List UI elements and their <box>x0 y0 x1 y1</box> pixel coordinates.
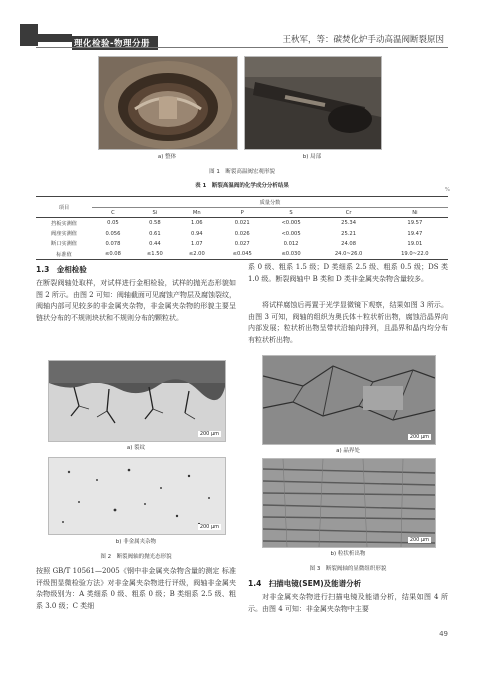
table1-cell: 24.08 <box>341 240 357 247</box>
figure2b-image <box>48 457 226 535</box>
page-number: 49 <box>439 630 448 638</box>
journal-logo-text: 理化检验-物理分册 <box>72 36 158 50</box>
table1-cell: 0.026 <box>234 230 250 237</box>
figure2a-scale: 200 μm <box>199 431 219 437</box>
table1-row-label: 断口实测值 <box>51 241 77 248</box>
table1-cell: 0.027 <box>234 240 250 247</box>
table1-cell: 25.21 <box>341 230 357 237</box>
table1-group-header: 质量分数 <box>92 197 448 208</box>
table1-col-header: C <box>92 208 134 218</box>
table1-cell: 19.57 <box>407 220 423 227</box>
right-top-paragraph: 系 0 级、粗系 1.5 级；D 类细系 2.5 级、粗系 0.5 级；DS 类 1.0 级。断裂阀轴中 B 类和 D 类非金属夹杂物含量较多。 <box>248 263 448 283</box>
table1-cell: 19.0~22.0 <box>401 251 429 258</box>
running-title: 王秋军，等：碳焚化炉手动高温阀断裂原因 <box>282 35 444 45</box>
table1-cell: 19.47 <box>407 230 423 237</box>
table1-cell: 0.012 <box>283 240 299 247</box>
figure1b-label: b) 局部 <box>302 154 322 160</box>
table1-cell: 0.056 <box>105 230 121 237</box>
table1-row-label: 挡板实测值 <box>51 220 77 227</box>
table1-cell: 0.94 <box>191 230 203 237</box>
figure3b-image <box>262 458 436 548</box>
table1-cell: 19.01 <box>407 240 423 247</box>
table1-item-header: 项目 <box>36 197 92 218</box>
table1-unit: % <box>444 187 450 193</box>
table1 <box>36 196 448 260</box>
figure2b-label: b) 非金属夹杂物 <box>115 539 157 545</box>
table1-row-label: 阀座实测值 <box>51 231 77 238</box>
figure3a-image <box>262 355 436 445</box>
figure3-caption: 图 3 断裂阀轴的显微组织形貌 <box>309 566 387 572</box>
table1-cell: 0.021 <box>234 220 250 227</box>
table-row <box>36 249 448 260</box>
table1-col-header: P <box>218 208 267 218</box>
journal-logo-bar <box>38 34 72 42</box>
table1-cell: <0.005 <box>281 220 301 227</box>
figure3a-scale: 200 μm <box>409 434 429 440</box>
table1-cell: 0.44 <box>149 240 161 247</box>
table1-cell: 1.06 <box>191 220 203 227</box>
table1-cell: 25.34 <box>341 220 357 227</box>
section-1-3-paragraph: 在断裂阀轴处取样，对试样进行金相检验，试样的抛光态形貌如图 2 所示。由图 2 可知：阀轴截面可见腐蚀产物层及腐蚀裂纹，阀轴内部可见较多的非金属夹杂物，非金属夹杂物的形貌主要呈链状分布的不规则块状和不规则分布的颗粒状。 <box>36 279 236 322</box>
table1-cell: 0.078 <box>105 240 121 247</box>
figure1a-label: a) 整体 <box>157 154 177 160</box>
inclusion-micrograph <box>49 458 225 534</box>
left-bottom-paragraph: 按照 GB/T 10561—2005《钢中非金属夹杂物含量的测定 标准评级图显微检验方法》对非金属夹杂物进行评级，阀轴非金属夹杂物级别为：A 类细系 0 级、粗系 0 级；B 类细系 2.5 级、粗系 3.0 级；C 类细 <box>36 567 236 610</box>
table1-cell: <0.005 <box>281 230 301 237</box>
figure2-caption: 图 2 断裂阀轴的抛光态形貌 <box>100 554 172 560</box>
journal-logo-block <box>20 24 38 46</box>
section-1-3-heading: 1.3 金相检验 <box>36 265 87 274</box>
table1-col-header: Si <box>134 208 176 218</box>
crack-micrograph <box>49 361 225 441</box>
table-row <box>36 218 448 229</box>
table1-cell: ≤1.50 <box>146 251 163 258</box>
section-1-4-heading: 1.4 扫描电镜(SEM)及能谱分析 <box>248 579 362 588</box>
table1-cell: 0.58 <box>149 220 161 227</box>
table1-col-header: Ni <box>382 208 448 218</box>
figure3b-scale: 200 μm <box>409 537 429 543</box>
table1-col-header: S <box>267 208 316 218</box>
table-row <box>36 229 448 239</box>
right-second-paragraph: 将试样腐蚀后再置于光学显微镜下观察，结果如图 3 所示。由图 3 可知，阀轴的组织为奥氏体＋粒状析出物，腐蚀沿晶界向内部发展；粒状析出物呈带状沿轴向排列，且晶界和晶内均分布有粒状析出物。 <box>248 301 448 344</box>
figure1a-image <box>98 56 238 150</box>
figure2b-scale: 200 μm <box>199 524 219 530</box>
table1-cell: ≤0.030 <box>281 251 301 258</box>
table1-cell: 1.07 <box>191 240 203 247</box>
valve-detail-photo <box>245 57 381 149</box>
grain-boundary-micrograph <box>263 356 435 444</box>
figure3b-label: b) 粒状析出物 <box>330 551 366 557</box>
table1-cell: 24.0~26.0 <box>334 251 363 258</box>
header-rule <box>36 47 448 48</box>
table1-caption: 表 1 断裂高温阀的化学成分分析结果 <box>195 183 289 189</box>
table1-col-header: Cr <box>315 208 381 218</box>
figure2a-label: a) 裂纹 <box>126 445 146 451</box>
figure1-caption: 图 1 断裂高温阀宏观形貌 <box>209 169 275 175</box>
table-row <box>36 239 448 249</box>
figure3a-label: a) 晶界处 <box>336 448 360 454</box>
table1-cell: ≤0.08 <box>105 251 121 258</box>
figure2a-image <box>48 360 226 442</box>
precipitate-micrograph <box>263 459 435 547</box>
section-1-4-paragraph: 对非金属夹杂物进行扫描电镜及能谱分析，结果如图 4 所示。由图 4 可知：非金属夹杂物中主要 <box>248 593 448 613</box>
figure1b-image <box>244 56 382 150</box>
table1-cell: 0.05 <box>107 220 119 227</box>
table1-row-label: 标准值 <box>56 251 72 258</box>
table1-cell: ≤0.045 <box>232 251 252 258</box>
table1-cell: ≤2.00 <box>188 251 205 258</box>
valve-overall-photo <box>99 57 237 149</box>
table1-cell: 0.61 <box>149 230 161 237</box>
table1-col-header: Mn <box>176 208 218 218</box>
